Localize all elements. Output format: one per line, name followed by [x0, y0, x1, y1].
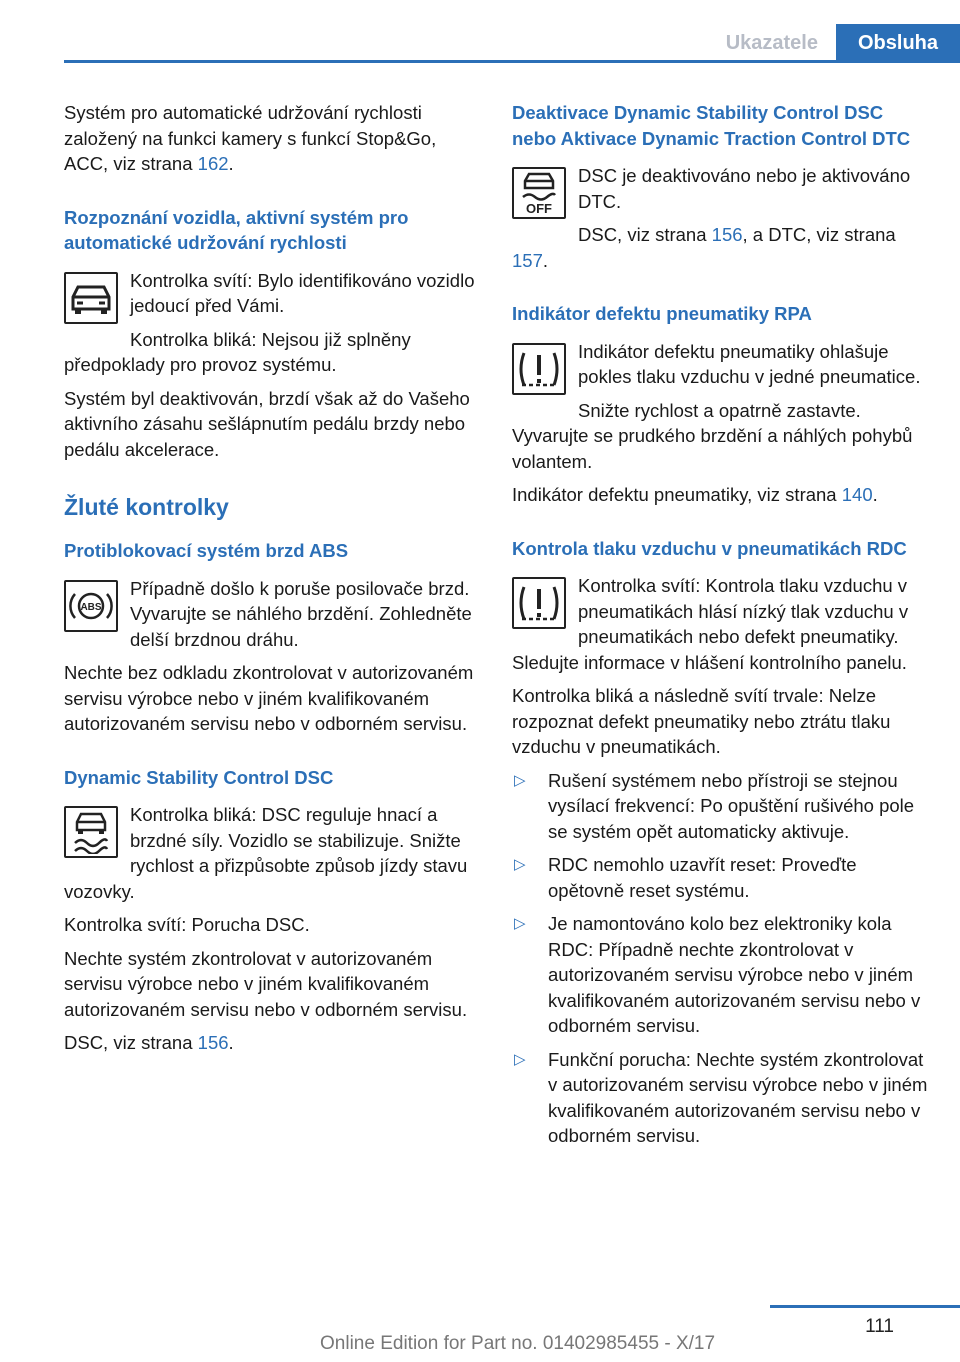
paragraph: Snižte rychlost a opatrně zastavte. Vyvarujte se prudkého brzdění a náhlých pohybů volantem.: [512, 399, 913, 472]
page-link[interactable]: 156: [197, 1032, 229, 1053]
paragraph: Systém byl deaktivován, brzdí však až do Vašeho aktivního zásahu sešlápnutím pedálu brzdy nebo pedálu akcelerace.: [64, 387, 470, 460]
svg-text:OFF: OFF: [526, 201, 552, 215]
tire-pressure-icon: [512, 577, 566, 629]
section-heading-yellow: Žluté kontrolky: [64, 494, 229, 520]
right-column: [512, 100, 928, 1157]
tab-obsluha[interactable]: Obsluha: [836, 24, 960, 62]
left-column: [64, 100, 476, 1064]
edition-footer: Online Edition for Part no. 01402985455 - X/17: [320, 1333, 716, 1354]
paragraph: DSC, viz strana 156, a DTC, viz strana 157.: [512, 224, 896, 271]
page-link[interactable]: 140: [841, 484, 873, 505]
paragraph: Systém pro automatické udržování rychlosti založený na funkci kamery s funkcí Stop&Go, ACC, viz strana 162.: [64, 102, 437, 174]
header-tabs: [708, 24, 960, 62]
car-ahead-icon: [64, 272, 118, 324]
section-heading-rdc: Kontrola tlaku vzduchu v pneumatikách RDC: [512, 537, 907, 559]
section-heading-vehicle: Rozpoznání vozidla, aktivní systém pro automatické udržování rychlosti: [64, 206, 409, 253]
svg-text:ABS: ABS: [80, 601, 102, 613]
dsc-off-icon: [512, 167, 566, 219]
triangle-bullet-icon: ▷: [514, 915, 526, 932]
paragraph: Kontrolka svítí: Bylo identifikováno vozidlo jedoucí před Vámi.: [130, 269, 475, 316]
section-heading-rpa: Indikátor defektu pneumatiky RPA: [512, 303, 812, 324]
page-link[interactable]: 157: [512, 249, 543, 271]
list-item: ▷ Rušení systémem nebo přístroji se stejnou vysílací frekvencí: Po opuštění rušivého pole se systém opět automaticky aktivuje.: [512, 768, 928, 845]
abs-icon: [64, 580, 118, 632]
triangle-bullet-icon: ▷: [514, 856, 526, 873]
bullet-list: [512, 768, 928, 1149]
paragraph: DSC je deaktivováno nebo je aktivováno DTC.: [578, 165, 911, 212]
paragraph: Kontrolka bliká: DSC reguluje hnací a brzdné síly. Vozidlo se stabilizuje. Snižte rychlost a přizpůsobte způsob jízdy stavu vozovky.: [64, 804, 468, 902]
list-item: ▷ Je namontováno kolo bez elektroniky kola RDC: Případně nechte zkontrolovat v autorizovaném servisu výrobce nebo v jiném kvalifikovaném autorizovaném servisu nebo v odborném servisu.: [512, 911, 928, 1039]
page-link[interactable]: 162: [197, 153, 229, 174]
section-heading-dtc: Deaktivace Dynamic Stability Control DSC nebo Aktivace Dynamic Traction Control DTC: [512, 102, 911, 149]
tab-ukazatele[interactable]: Ukazatele: [725, 32, 818, 54]
paragraph: Indikátor defektu pneumatiky ohlašuje pokles tlaku vzduchu v jedné pneumatice.: [578, 340, 921, 387]
paragraph: Indikátor defektu pneumatiky, viz strana 140.: [512, 484, 878, 505]
paragraph: Případně došlo k poruše posilovače brzd. Vyvarujte se náhlého brzdění. Zohledněte delší brzdnou dráhu.: [130, 577, 472, 650]
page-number: 111: [865, 1316, 894, 1337]
paragraph: DSC, viz strana 156.: [64, 1032, 234, 1053]
tire-warning-icon: [512, 343, 566, 395]
section-heading-dsc: Dynamic Stability Control DSC: [64, 766, 334, 788]
header-rule: [64, 60, 960, 63]
paragraph: Kontrolka svítí: Porucha DSC.: [64, 914, 310, 935]
list-item: ▷ RDC nemohlo uzavřít reset: Proveďte opětovně reset systému.: [512, 852, 928, 903]
list-item: ▷ Funkční porucha: Nechte systém zkontrolovat v autorizovaném servisu výrobce nebo v jiném kvalifikovaném autorizovaném servisu nebo v odborném servisu.: [512, 1047, 928, 1149]
paragraph: Kontrolka bliká: Nejsou již splněny předpoklady pro provoz systému.: [64, 328, 411, 375]
paragraph: Kontrolka bliká a následně svítí trvale: Nelze rozpoznat defekt pneumatiky nebo ztrátu tlaku vzduchu v pneumatikách.: [512, 685, 891, 757]
triangle-bullet-icon: ▷: [514, 771, 526, 789]
paragraph: Nechte bez odkladu zkontrolovat v autorizovaném servisu výrobce nebo v jiném kvalifikovaném autorizovaném servisu nebo v odborném servisu.: [64, 662, 474, 734]
dsc-skid-icon: [64, 806, 118, 858]
triangle-bullet-icon: ▷: [514, 1050, 526, 1068]
section-heading-abs: Protiblokovací systém brzd ABS: [64, 540, 349, 561]
paragraph: Nechte systém zkontrolovat v autorizovaném servisu výrobce nebo v jiném kvalifikovaném autorizovaném servisu nebo v odborném servisu.: [64, 947, 468, 1020]
paragraph: Kontrolka svítí: Kontrola tlaku vzduchu v pneumatikách hlásí nízký tlak vzduchu v pneumatikách nebo defekt pneumatiky. Sledujte informace v hlášení kontrolního panelu.: [512, 575, 909, 673]
footer-rule: [770, 1305, 960, 1308]
page-link[interactable]: 156: [711, 224, 743, 245]
